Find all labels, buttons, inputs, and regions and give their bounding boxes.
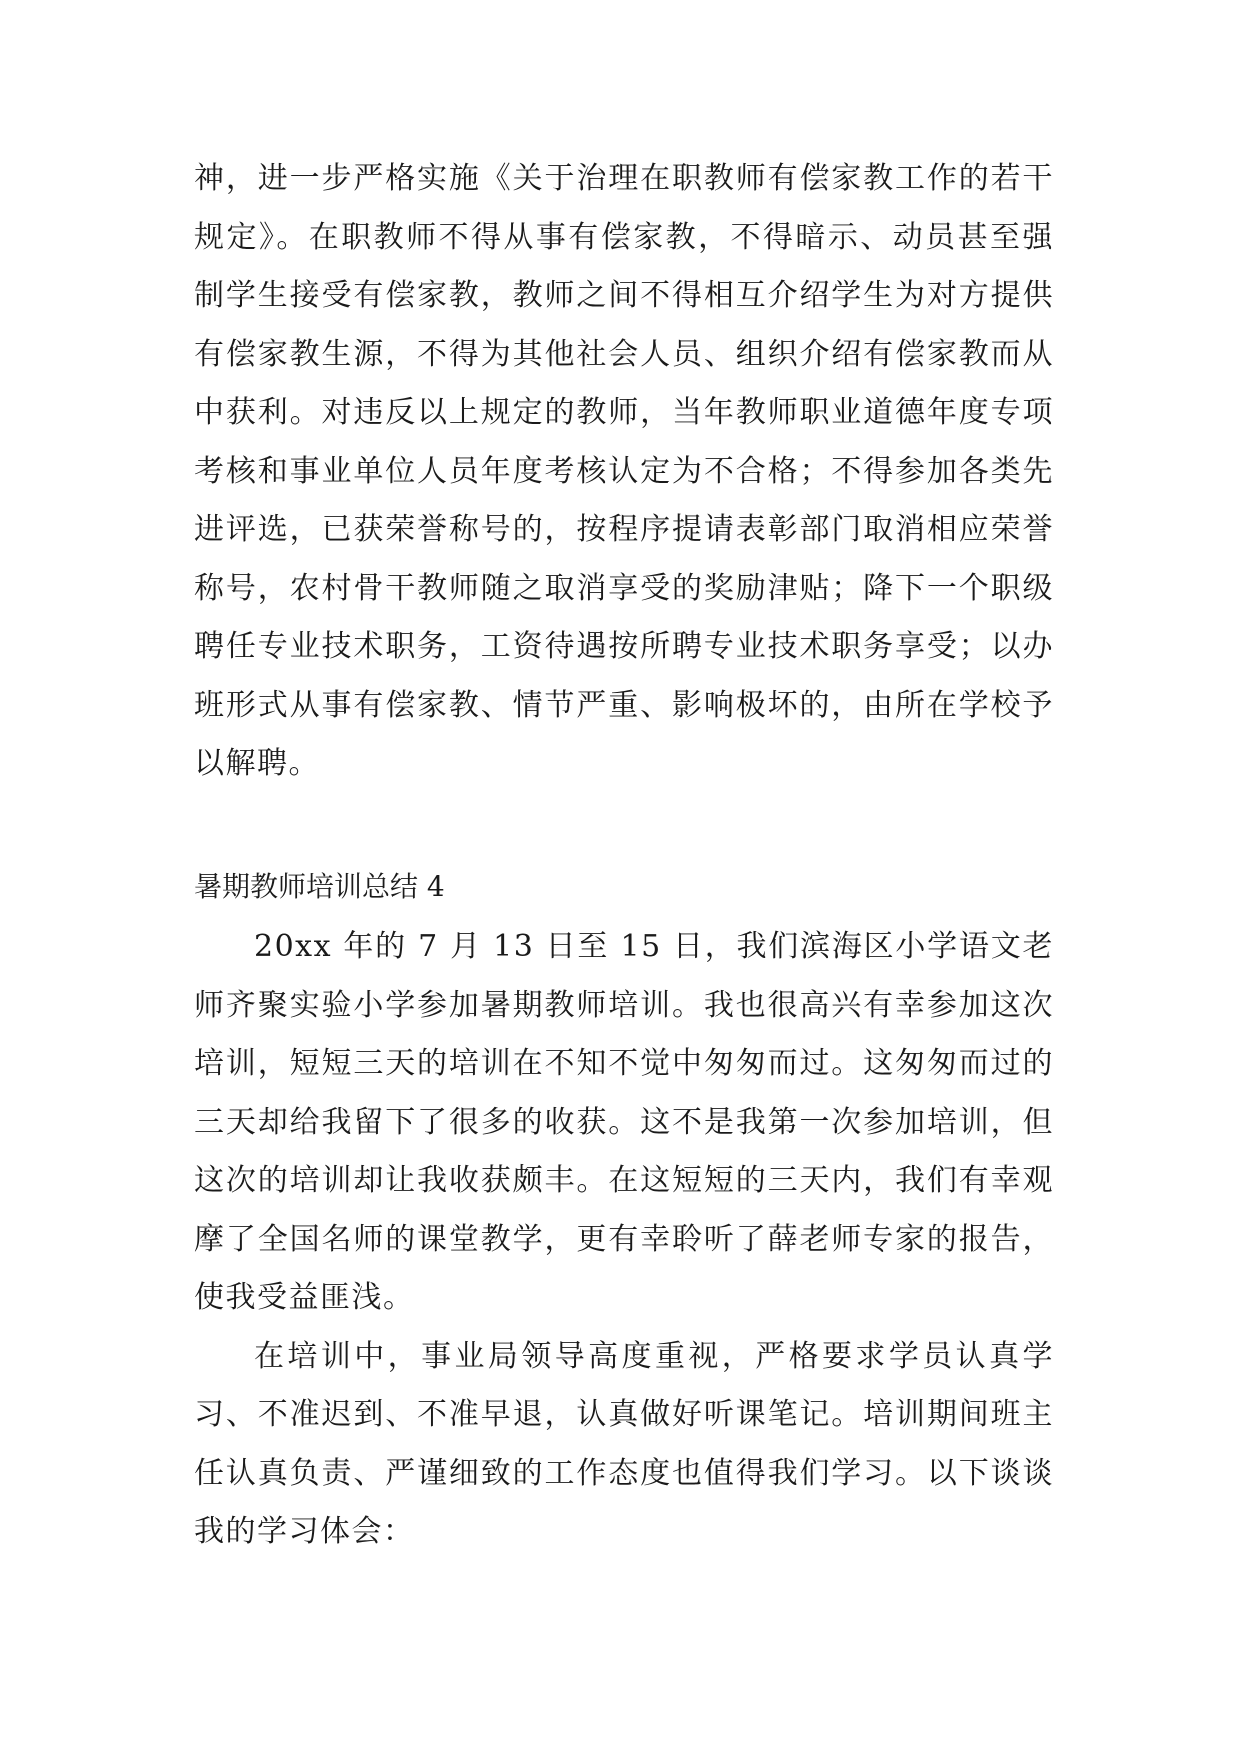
paragraph-text: 在培训中，事业局领导高度重视，严格要求学员认真学习、不准迟到、不准早退，认真做好听课笔记。培训期间班主任认真负责、严谨细致的工作态度也值得我们学习。以下谈谈我的学习体会： — [194, 1338, 1054, 1549]
paragraph-text: 神，进一步严格实施《关于治理在职教师有偿家教工作的若干规定》。在职教师不得从事有偿家教，不得暗示、动员甚至强制学生接受有偿家教，教师之间不得相互介绍学生为对方提供有偿家教生源，不得为其他社会人员、组织介绍有偿家教而从中获利。对违反以上规定的教师，当年教师职业道德年度专项考核和事业单位人员年度考核认定为不合格；不得参加各类先进评选，已获荣誉称号的，按程序提请表彰部门取消相应荣誉称号，农村骨干教师随之取消享受的奖励津贴；降下一个职级聘任专业技术职务，工资待遇按所聘专业技术职务享受；以办班形式从事有偿家教、情节严重、影响极坏的，由所在学校予以解聘。 — [194, 161, 1054, 781]
body-paragraph-intro — [194, 918, 1054, 1562]
paragraph-text: 20xx 年的 7 月 13 日至 15 日，我们滨海区小学语文老师齐聚实验小学参加暑期教师培训。我也很高兴有幸参加这次培训，短短三天的培训在不知不觉中匆匆而过。这匆匆而过的三天却给我留下了很多的收获。这不是我第一次参加培训，但这次的培训却让我收获颇丰。在这短短的三天内，我们有幸观摩了全国名师的课堂教学，更有幸聆听了薛老师专家的报告，使我受益匪浅。 — [194, 929, 1054, 1315]
section-heading: 暑期教师培训总结 4 — [194, 870, 445, 903]
body-paragraph-continuation — [194, 150, 1054, 794]
